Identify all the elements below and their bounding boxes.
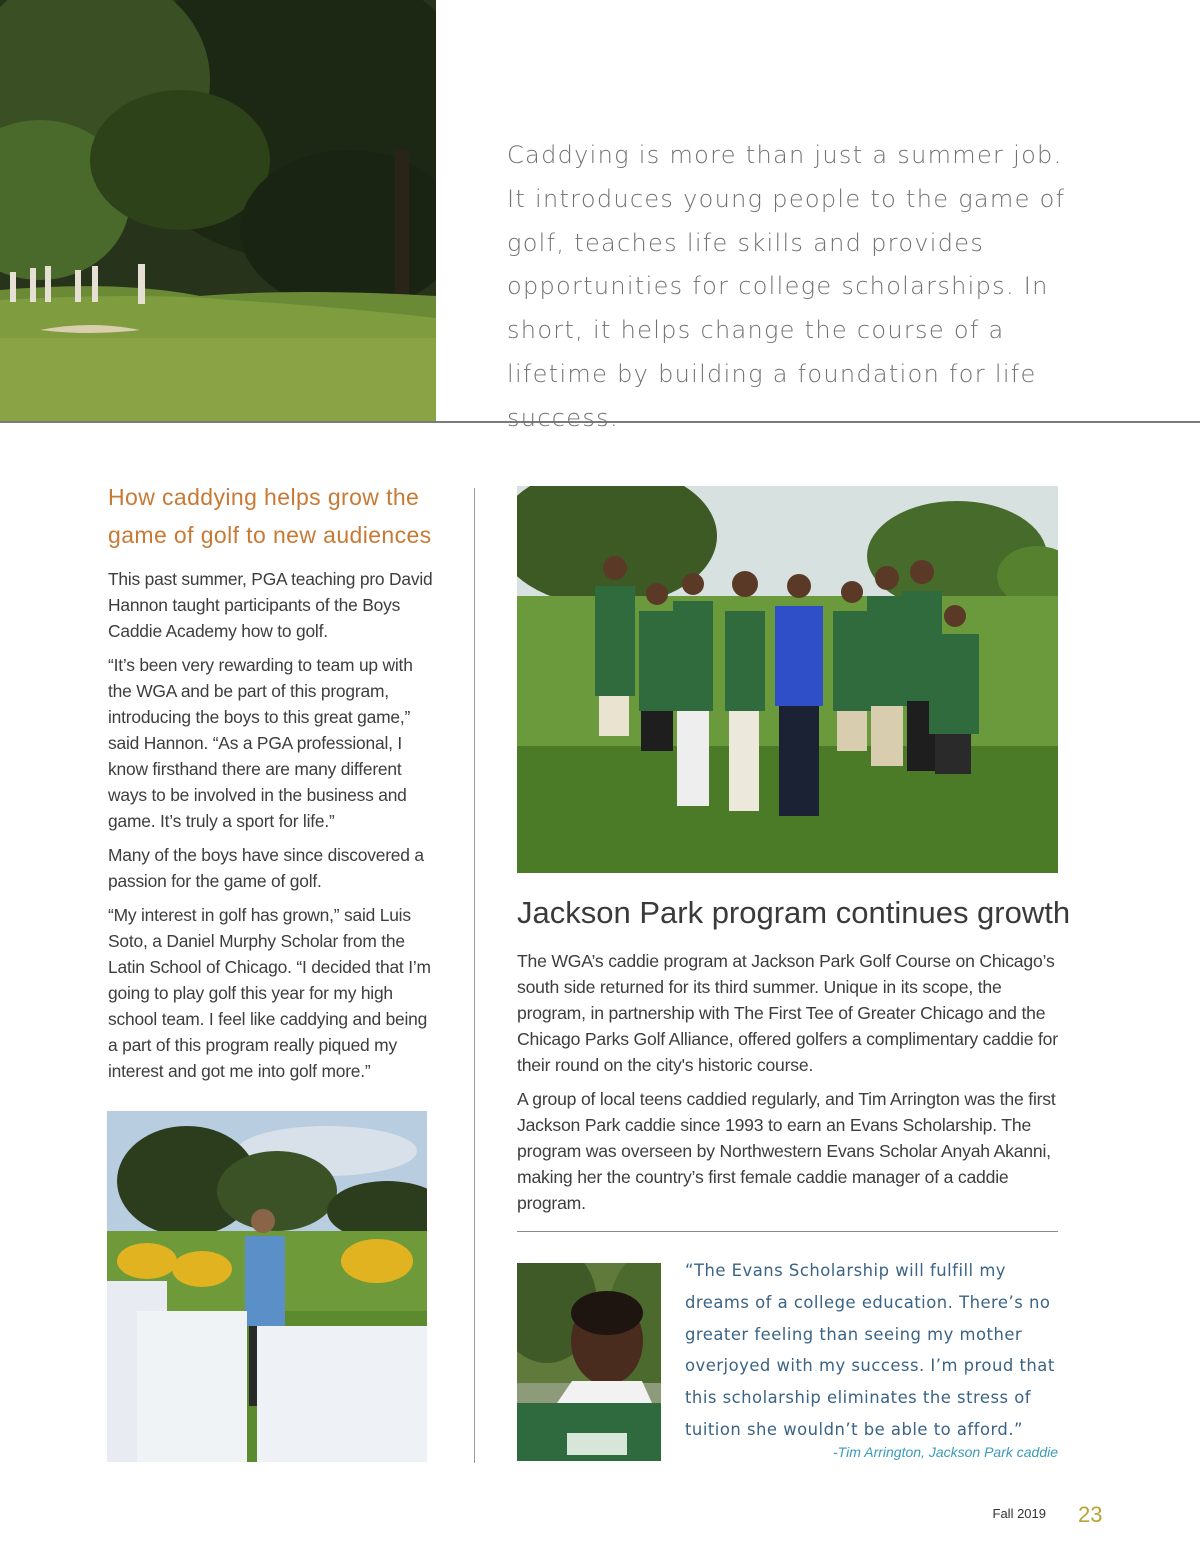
issue-label: Fall 2019	[992, 1506, 1046, 1521]
sidebar-heading: How caddying helps grow the game of golf to new audiences	[108, 484, 432, 548]
sidebar-body	[108, 566, 438, 1092]
article-body	[517, 948, 1062, 1224]
caddie-academy-photo	[107, 1111, 427, 1462]
article-paragraph: The WGA’s caddie program at Jackson Park Golf Course on Chicago’s south side returned for its third summer. Unique in its scope, the program, in partnership with The First Tee of Greater Chicago and the Chicago Parks Golf Alliance, offered golfers a complimentary caddie for their round on the city's historic course.	[517, 951, 1058, 1075]
testimonial-quote: “The Evans Scholarship will fulfill my dreams of a college education. There’s no greater feeling than seeing my mother overjoyed with my success. I’m proud that this scholarship eliminates the stress of tuition she wouldn’t be able to afford.”	[685, 1261, 1055, 1439]
sidebar-paragraph: “My interest in golf has grown,” said Luis Soto, a Daniel Murphy Scholar from the Latin School of Chicago. “I decided that I’m going to play golf this year for my high school team. I feel like caddying and being a part of this program really piqued my interest and got me into golf more.”	[108, 905, 431, 1081]
sidebar-paragraph: “It’s been very rewarding to team up with the WGA and be part of this program, introducing the boys to this great game,” said Hannon. “As a PGA professional, I know firsthand there are many different ways to be involved in the business and game. It’s truly a sport for life.”	[108, 655, 413, 831]
article-heading: Jackson Park program continues growth	[517, 895, 1071, 930]
hero-golf-course-photo	[0, 0, 436, 421]
intro-pull-quote: Caddying is more than just a summer job. It introduces young people to the game of golf, teaches life skills and provides opportunities for college scholarships. In short, it helps change the course of a lifetime by building a foundation for life success.	[507, 141, 1066, 432]
jackson-park-group-photo	[517, 486, 1058, 873]
column-divider	[474, 488, 475, 1463]
testimonial-attribution: -Tim Arrington, Jackson Park caddie	[833, 1444, 1058, 1460]
sidebar-paragraph: This past summer, PGA teaching pro David Hannon taught participants of the Boys Caddie Academy how to golf.	[108, 569, 433, 641]
testimonial-divider	[517, 1231, 1058, 1232]
sidebar-paragraph: Many of the boys have since discovered a passion for the game of golf.	[108, 845, 424, 891]
article-paragraph: A group of local teens caddied regularly, and Tim Arrington was the first Jackson Park caddie since 1993 to earn an Evans Scholarship. The program was overseen by Northwestern Evans Scholar Anyah Akanni, making her the country’s first female caddie manager of a caddie program.	[517, 1089, 1056, 1213]
page-number: 23	[1078, 1502, 1103, 1527]
tim-arrington-portrait	[517, 1263, 661, 1461]
